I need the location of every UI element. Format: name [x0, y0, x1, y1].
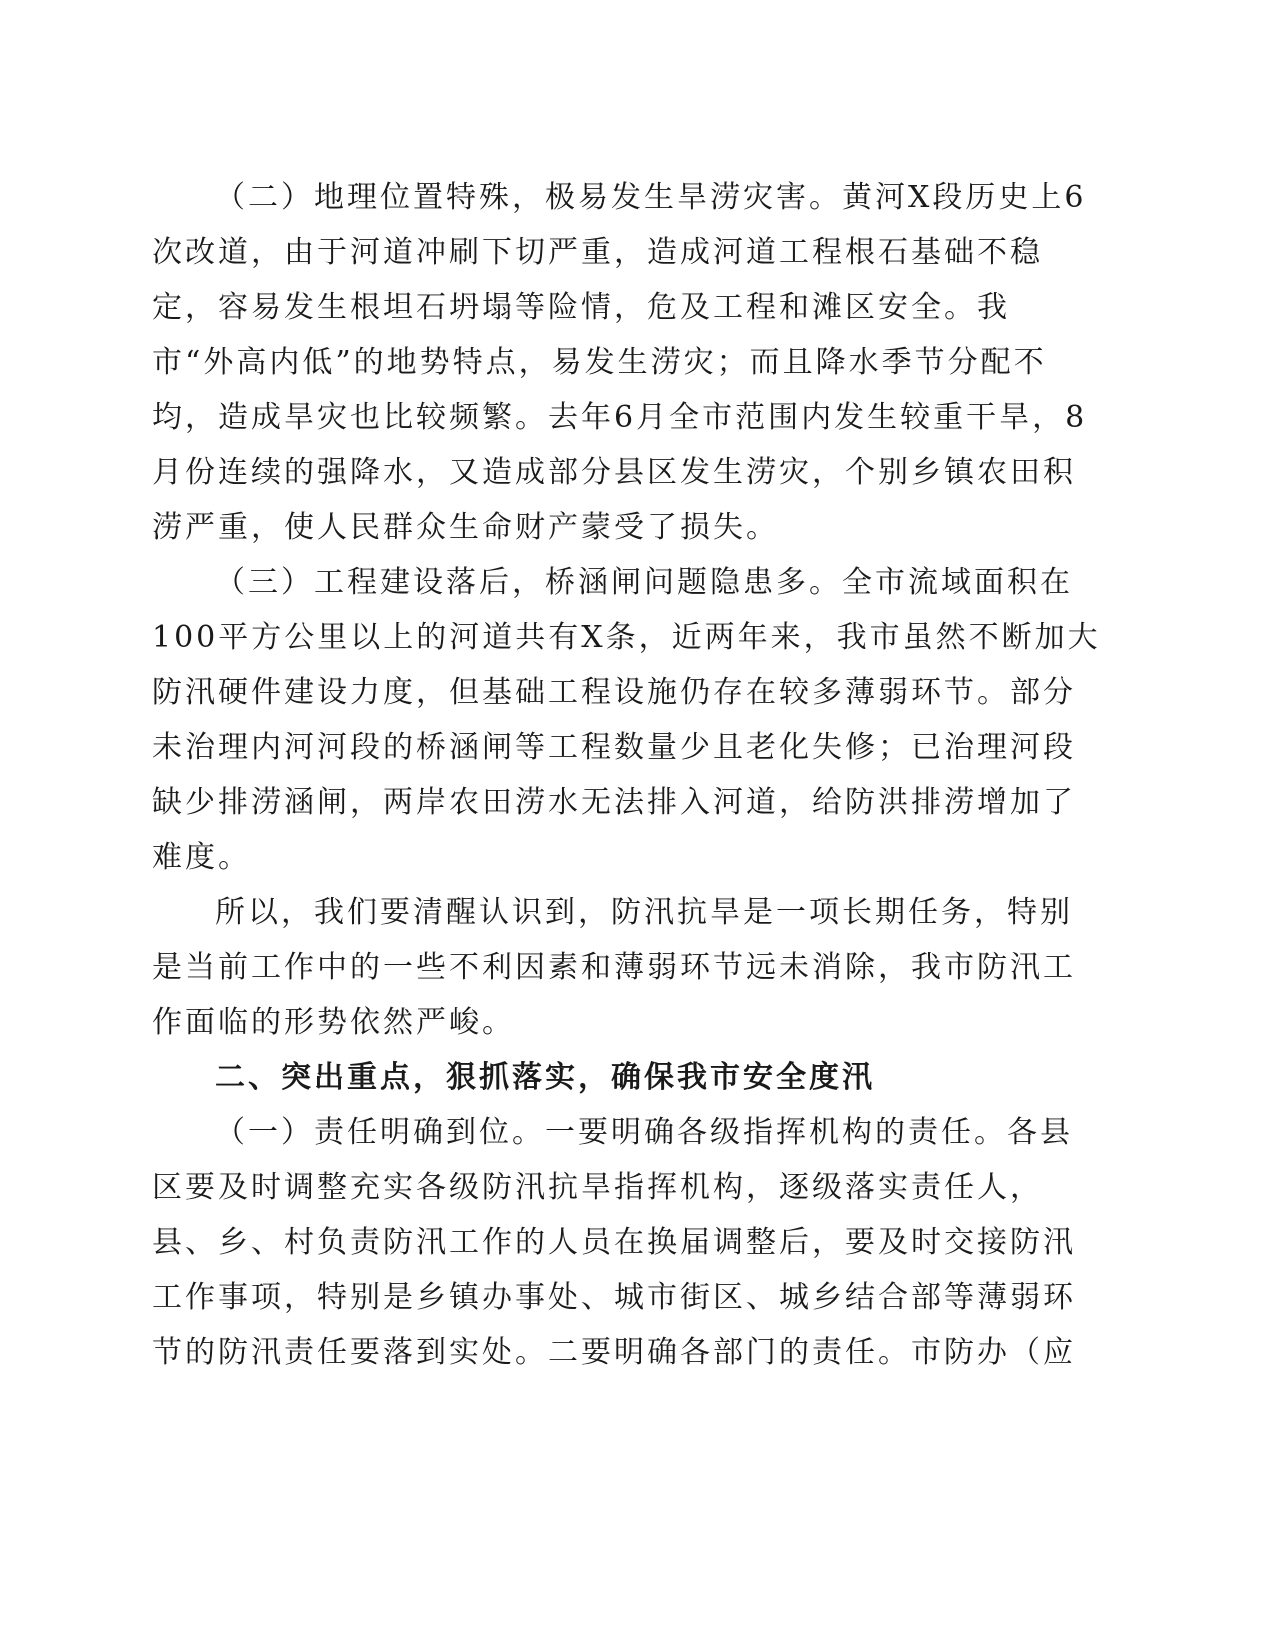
text-line: 月份连续的强降水，又造成部分县区发生涝灾，个别乡镇农田积: [152, 455, 1076, 490]
text-line: 工作事项，特别是乡镇办事处、城市街区、城乡结合部等薄弱环: [152, 1280, 1076, 1315]
text-line: 区要及时调整充实各级防汛抗旱指挥机构，逐级落实责任人，: [152, 1170, 1043, 1205]
text-line: 难度。: [152, 840, 251, 875]
text-line: 市“外高内低”的地势特点，易发生涝灾；而且降水季节分配不: [152, 345, 1047, 380]
text-line: 缺少排涝涵闸，两岸农田涝水无法排入河道，给防洪排涝增加了: [152, 785, 1076, 820]
text-line: 定，容易发生根坦石坍塌等险情，危及工程和滩区安全。我: [152, 290, 1010, 325]
section-heading: 二、突出重点，狠抓落实，确保我市安全度汛: [215, 1060, 875, 1095]
text-line: 涝严重，使人民群众生命财产蒙受了损失。: [152, 510, 779, 545]
text-line: 所以，我们要清醒认识到，防汛抗旱是一项长期任务，特别: [215, 895, 1073, 930]
text-line: （二）地理位置特殊，极易发生旱涝灾害。黄河X段历史上6: [215, 180, 1087, 215]
text-line: 县、乡、村负责防汛工作的人员在换届调整后，要及时交接防汛: [152, 1225, 1076, 1260]
text-line: 防汛硬件建设力度，但基础工程设施仍存在较多薄弱环节。部分: [152, 675, 1076, 710]
text-line: 100平方公里以上的河道共有X条，近两年来，我市虽然不断加大: [152, 620, 1101, 655]
text-line: （三）工程建设落后，桥涵闸问题隐患多。全市流域面积在: [215, 565, 1073, 600]
text-line: 是当前工作中的一些不利因素和薄弱环节远未消除，我市防汛工: [152, 950, 1076, 985]
text-line: 未治理内河河段的桥涵闸等工程数量少且老化失修；已治理河段: [152, 730, 1076, 765]
text-line: 作面临的形势依然严峻。: [152, 1005, 515, 1040]
text-line: 节的防汛责任要落到实处。二要明确各部门的责任。市防办（应: [152, 1335, 1076, 1370]
text-line: 次改道，由于河道冲刷下切严重，造成河道工程根石基础不稳: [152, 235, 1043, 270]
text-line: 均，造成旱灾也比较频繁。去年6月全市范围内发生较重干旱，8: [152, 400, 1088, 435]
text-line: （一）责任明确到位。一要明确各级指挥机构的责任。各县: [215, 1115, 1073, 1150]
